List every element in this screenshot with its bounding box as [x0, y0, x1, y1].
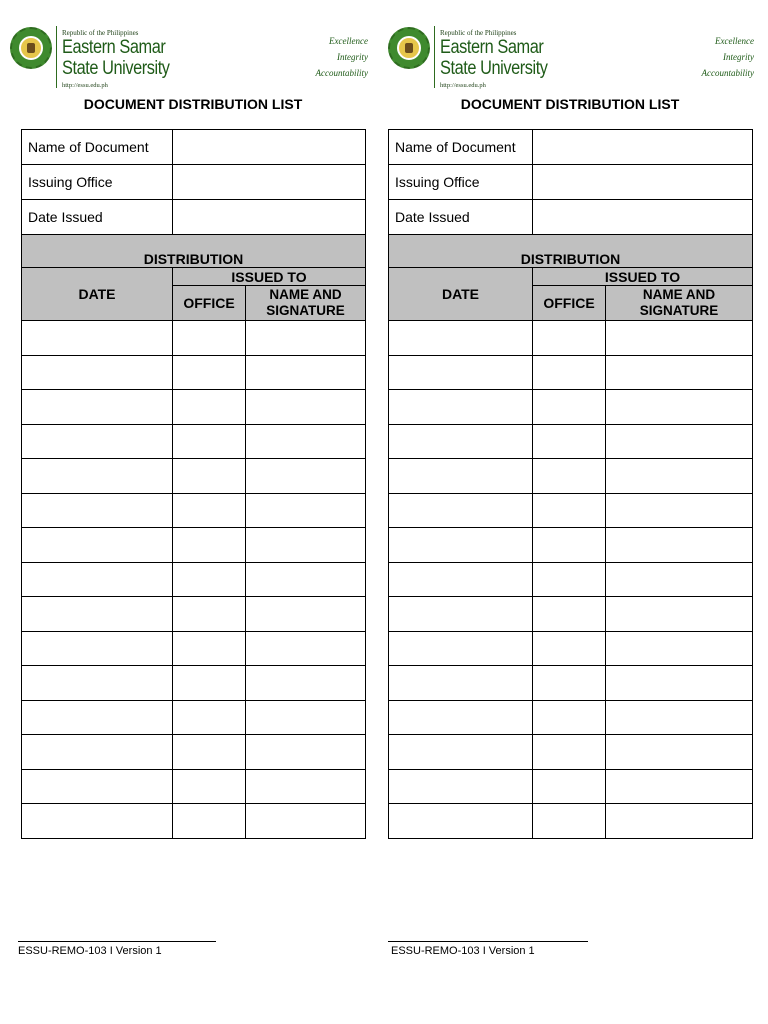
distribution-row [389, 321, 753, 356]
office-cell[interactable] [173, 735, 246, 770]
name-signature-cell[interactable] [246, 735, 366, 770]
name-signature-cell[interactable] [606, 528, 753, 563]
distribution-row [22, 666, 366, 701]
university-seal-icon [388, 27, 430, 69]
distribution-row [389, 424, 753, 459]
office-cell[interactable] [173, 390, 246, 425]
motto [316, 33, 368, 81]
motto-excellence: Excellence [715, 36, 754, 46]
date-cell[interactable] [389, 700, 533, 735]
name-signature-cell[interactable] [246, 424, 366, 459]
office-cell[interactable] [533, 390, 606, 425]
office-cell[interactable] [533, 735, 606, 770]
page-title: DOCUMENT DISTRIBUTION LIST [460, 96, 680, 112]
name-signature-cell[interactable] [246, 597, 366, 632]
info-row-date [389, 200, 753, 235]
distribution-row [22, 390, 366, 425]
distribution-row [389, 355, 753, 390]
motto-integrity: Integrity [723, 52, 754, 62]
date-cell[interactable] [389, 804, 533, 839]
office-cell[interactable] [173, 562, 246, 597]
name-signature-cell[interactable] [246, 528, 366, 563]
name-signature-cell[interactable] [606, 666, 753, 701]
name-signature-cell[interactable] [246, 666, 366, 701]
republic-label: Republic of the Philippines [62, 29, 139, 37]
office-cell[interactable] [533, 424, 606, 459]
info-value-field[interactable] [173, 200, 366, 235]
date-cell[interactable] [22, 390, 173, 425]
name-signature-cell[interactable] [606, 597, 753, 632]
info-label: Date Issued [22, 200, 173, 235]
name-signature-cell[interactable] [606, 631, 753, 666]
university-header [388, 20, 754, 98]
info-value-field[interactable] [173, 165, 366, 200]
date-cell[interactable] [389, 562, 533, 597]
name-signature-header-line2: SIGNATURE [639, 303, 719, 318]
date-cell[interactable] [22, 666, 173, 701]
date-cell[interactable] [22, 355, 173, 390]
distribution-row [389, 390, 753, 425]
office-cell[interactable] [533, 700, 606, 735]
date-cell[interactable] [389, 459, 533, 494]
university-url: http://essu.edu.ph [62, 82, 108, 89]
date-cell[interactable] [389, 769, 533, 804]
date-cell[interactable] [22, 769, 173, 804]
office-header: OFFICE [173, 286, 246, 321]
date-header: DATE [389, 268, 533, 321]
distribution-row [22, 459, 366, 494]
distribution-row [22, 804, 366, 839]
date-cell[interactable] [389, 631, 533, 666]
distribution-row [389, 700, 753, 735]
motto-integrity: Integrity [337, 52, 368, 62]
date-cell[interactable] [22, 493, 173, 528]
distribution-table [21, 129, 366, 839]
distribution-row [22, 631, 366, 666]
date-cell[interactable] [22, 562, 173, 597]
name-signature-cell[interactable] [246, 700, 366, 735]
office-cell[interactable] [173, 528, 246, 563]
distribution-row [22, 528, 366, 563]
distribution-row [389, 459, 753, 494]
name-signature-cell[interactable] [246, 390, 366, 425]
office-header: OFFICE [533, 286, 606, 321]
distribution-row [22, 424, 366, 459]
office-cell[interactable] [173, 424, 246, 459]
date-cell[interactable] [22, 459, 173, 494]
office-cell[interactable] [173, 597, 246, 632]
date-cell[interactable] [22, 700, 173, 735]
university-name-line1: Eastern Samar [62, 37, 166, 58]
name-signature-cell[interactable] [246, 321, 366, 356]
name-signature-cell[interactable] [246, 459, 366, 494]
office-cell[interactable] [533, 321, 606, 356]
name-signature-header [606, 286, 753, 321]
office-cell[interactable] [533, 666, 606, 701]
info-row-name [389, 130, 753, 165]
info-value-field[interactable] [173, 130, 366, 165]
university-name-line2: State University [440, 58, 548, 79]
university-seal-icon [10, 27, 52, 69]
motto-accountability: Accountability [315, 68, 368, 78]
date-cell[interactable] [389, 597, 533, 632]
office-cell[interactable] [533, 493, 606, 528]
distribution-table [388, 129, 753, 839]
name-signature-header-line2: SIGNATURE [266, 303, 345, 318]
date-cell[interactable] [389, 528, 533, 563]
name-signature-cell[interactable] [606, 390, 753, 425]
office-cell[interactable] [173, 459, 246, 494]
info-label: Issuing Office [389, 165, 533, 200]
distribution-row [389, 597, 753, 632]
name-signature-cell[interactable] [606, 804, 753, 839]
name-signature-cell[interactable] [606, 424, 753, 459]
distribution-row [389, 631, 753, 666]
office-cell[interactable] [533, 459, 606, 494]
university-name-line2: State University [62, 58, 170, 79]
distribution-row [22, 355, 366, 390]
form-code: ESSU-REMO-103 I Version 1 [18, 945, 162, 957]
footer-line [388, 941, 588, 942]
republic-label: Republic of the Philippines [440, 29, 517, 37]
info-row-date [22, 200, 366, 235]
name-signature-cell[interactable] [606, 700, 753, 735]
distribution-row [22, 597, 366, 632]
name-signature-cell[interactable] [246, 769, 366, 804]
date-cell[interactable] [22, 528, 173, 563]
motto-excellence: Excellence [329, 36, 368, 46]
date-cell[interactable] [22, 804, 173, 839]
office-cell[interactable] [533, 769, 606, 804]
office-cell[interactable] [173, 666, 246, 701]
form-code: ESSU-REMO-103 I Version 1 [391, 945, 535, 957]
name-signature-cell[interactable] [246, 562, 366, 597]
office-cell[interactable] [173, 355, 246, 390]
distribution-row [389, 666, 753, 701]
office-cell[interactable] [533, 355, 606, 390]
header-divider [434, 26, 435, 88]
info-value-field[interactable] [533, 165, 753, 200]
date-cell[interactable] [389, 355, 533, 390]
distribution-row [389, 735, 753, 770]
info-row-name [22, 130, 366, 165]
office-cell[interactable] [173, 769, 246, 804]
distribution-row [22, 700, 366, 735]
date-cell[interactable] [22, 424, 173, 459]
header-divider [56, 26, 57, 88]
office-cell[interactable] [173, 321, 246, 356]
info-row-office [389, 165, 753, 200]
motto-accountability: Accountability [701, 68, 754, 78]
date-cell[interactable] [389, 493, 533, 528]
distribution-row [22, 321, 366, 356]
distribution-row [389, 562, 753, 597]
distribution-row [22, 493, 366, 528]
office-cell[interactable] [533, 562, 606, 597]
distribution-heading: DISTRIBUTION [389, 235, 753, 268]
date-cell[interactable] [389, 424, 533, 459]
date-cell[interactable] [389, 321, 533, 356]
name-signature-header-line1: NAME AND [269, 287, 342, 302]
office-cell[interactable] [533, 528, 606, 563]
distribution-row [389, 493, 753, 528]
name-signature-cell[interactable] [246, 631, 366, 666]
name-signature-cell[interactable] [606, 321, 753, 356]
info-label: Date Issued [389, 200, 533, 235]
name-signature-cell[interactable] [606, 355, 753, 390]
name-signature-cell[interactable] [606, 562, 753, 597]
office-cell[interactable] [533, 597, 606, 632]
office-cell[interactable] [173, 631, 246, 666]
distribution-row [22, 769, 366, 804]
date-cell[interactable] [22, 597, 173, 632]
page-title: DOCUMENT DISTRIBUTION LIST [83, 96, 303, 112]
date-cell[interactable] [389, 735, 533, 770]
name-signature-cell[interactable] [606, 769, 753, 804]
university-url: http://essu.edu.ph [440, 82, 486, 89]
distribution-row [389, 769, 753, 804]
name-signature-header [246, 286, 366, 321]
info-label: Name of Document [22, 130, 173, 165]
blank-rows [389, 321, 753, 839]
distribution-row [389, 528, 753, 563]
info-label: Name of Document [389, 130, 533, 165]
date-header: DATE [22, 268, 173, 321]
name-signature-cell[interactable] [246, 493, 366, 528]
office-cell[interactable] [173, 493, 246, 528]
motto [702, 33, 754, 81]
office-cell[interactable] [533, 631, 606, 666]
distribution-row [22, 562, 366, 597]
date-cell[interactable] [389, 390, 533, 425]
footer-line [18, 941, 216, 942]
name-signature-cell[interactable] [606, 459, 753, 494]
blank-rows [22, 321, 366, 839]
name-signature-cell[interactable] [246, 804, 366, 839]
date-cell[interactable] [22, 321, 173, 356]
info-row-office [22, 165, 366, 200]
distribution-row [389, 804, 753, 839]
name-signature-cell[interactable] [606, 493, 753, 528]
office-cell[interactable] [533, 804, 606, 839]
office-cell[interactable] [173, 804, 246, 839]
date-cell[interactable] [22, 735, 173, 770]
info-value-field[interactable] [533, 130, 753, 165]
distribution-row [22, 735, 366, 770]
distribution-heading: DISTRIBUTION [22, 235, 366, 268]
name-signature-cell[interactable] [246, 355, 366, 390]
date-cell[interactable] [22, 631, 173, 666]
issued-to-header: ISSUED TO [533, 268, 753, 286]
info-label: Issuing Office [22, 165, 173, 200]
name-signature-header-line1: NAME AND [642, 287, 716, 302]
name-signature-cell[interactable] [606, 735, 753, 770]
university-name-line1: Eastern Samar [440, 37, 544, 58]
info-value-field[interactable] [533, 200, 753, 235]
office-cell[interactable] [173, 700, 246, 735]
university-header [10, 20, 370, 98]
issued-to-header: ISSUED TO [173, 268, 366, 286]
date-cell[interactable] [389, 666, 533, 701]
